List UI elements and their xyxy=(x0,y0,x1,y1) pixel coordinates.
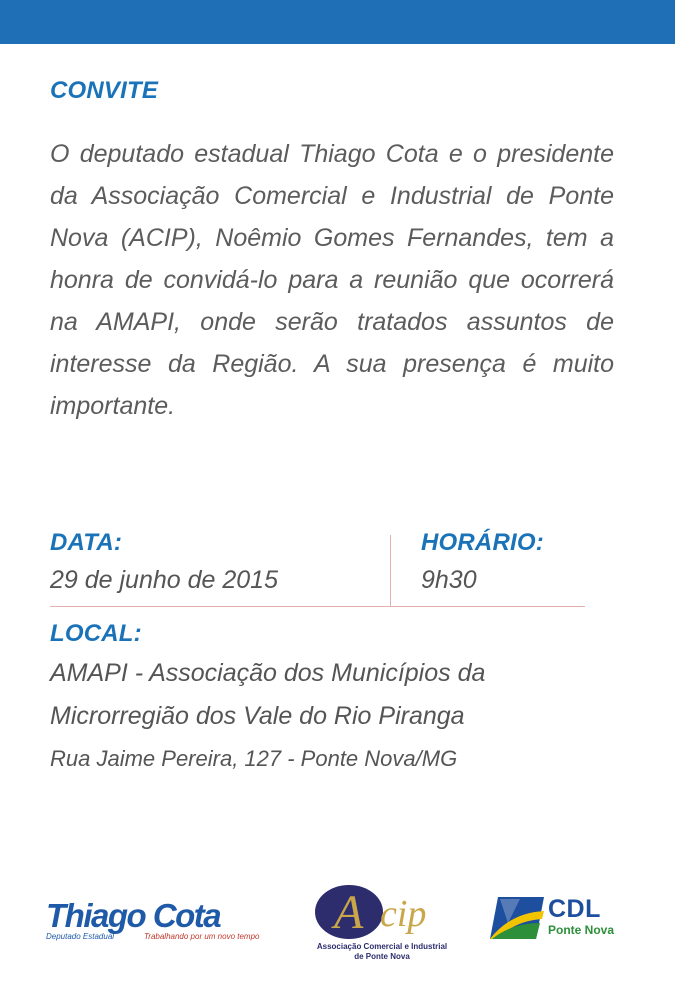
cdl-subtitle: Ponte Nova xyxy=(548,923,615,937)
thiago-cota-logo-text: Thiago Cota xyxy=(46,897,221,934)
acip-logo xyxy=(312,880,452,970)
cdl-emblem-icon xyxy=(490,893,548,943)
thiago-cota-slogan: Trabalhando por um novo tempo xyxy=(144,932,260,941)
location-label: LOCAL: xyxy=(50,620,142,647)
time-label: HORÁRIO: xyxy=(421,529,544,556)
location-line-2: Microrregião dos Vale do Rio Piranga xyxy=(50,702,465,730)
thiago-cota-subtitle: Deputado Estadual xyxy=(46,932,115,941)
date-label: DATA: xyxy=(50,529,123,556)
invitation-text: O deputado estadual Thiago Cota e o presidente da Associação Comercial e Industrial de Ponte Nova (ACIP), Noêmio Gomes Fernandes, tem a honra de convidá-lo para a reunião que ocorrerá na AMAPI, onde serão tratados assuntos de interesse da Região. A sua presença é muito importante. xyxy=(50,140,614,420)
svg-text:cip: cip xyxy=(380,893,427,935)
svg-text:A: A xyxy=(334,886,364,939)
acip-caption-line-2: de Ponte Nova xyxy=(354,952,410,961)
location-address: Rua Jaime Pereira, 127 - Ponte Nova/MG xyxy=(50,746,458,771)
location-line-1: AMAPI - Associação dos Municípios da xyxy=(50,659,486,687)
date-value: 29 de junho de 2015 xyxy=(50,566,278,594)
thiago-cota-logo xyxy=(46,896,268,948)
cdl-logo-text: CDL xyxy=(548,895,601,923)
horizontal-divider xyxy=(50,606,585,607)
page-title: CONVITE xyxy=(50,77,159,104)
time-value: 9h30 xyxy=(421,566,477,594)
acip-caption-line-1: Associação Comercial e Industrial xyxy=(316,942,448,951)
acip-emblem-icon xyxy=(312,880,452,940)
top-banner xyxy=(0,0,675,44)
vertical-divider xyxy=(390,535,391,607)
acip-caption xyxy=(312,942,452,962)
cdl-logo xyxy=(490,893,630,945)
